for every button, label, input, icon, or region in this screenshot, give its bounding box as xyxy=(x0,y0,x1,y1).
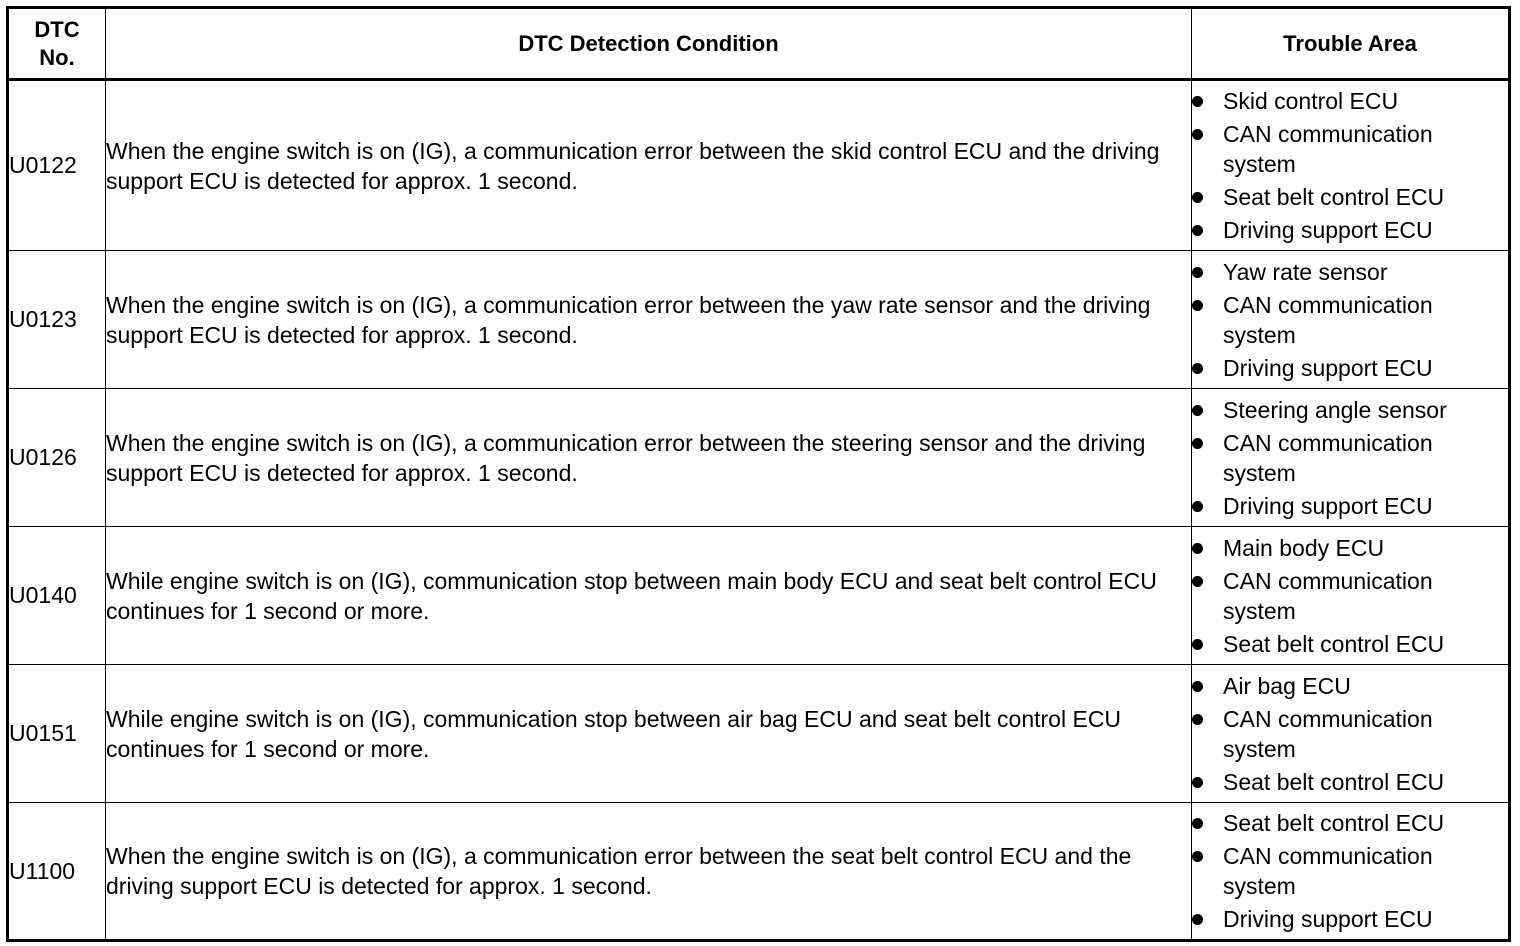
trouble-area-label: Seat belt control ECU xyxy=(1223,768,1445,795)
table-row xyxy=(8,80,1510,251)
trouble-area-label: Driving support ECU xyxy=(1223,906,1433,932)
dtc-code: U0122 xyxy=(8,80,106,251)
trouble-area-label: Driving support ECU xyxy=(1223,492,1433,519)
bullet-icon xyxy=(1192,851,1203,862)
trouble-area-item xyxy=(1192,428,1508,488)
trouble-area-item xyxy=(1192,395,1508,425)
table-row xyxy=(8,665,1510,803)
detection-condition: When the engine switch is on (IG), a communication error between the skid control ECU and the driving support ECU is detected for approx. 1 second. xyxy=(106,80,1192,251)
header-dtc-no xyxy=(8,8,106,80)
trouble-area-item xyxy=(1192,841,1508,901)
table-row xyxy=(8,251,1510,389)
trouble-area-label: Skid control ECU xyxy=(1223,88,1399,114)
trouble-area-item xyxy=(1192,629,1508,659)
header-detection-condition: DTC Detection Condition xyxy=(106,8,1192,80)
trouble-area-label: Air bag ECU xyxy=(1223,672,1351,699)
trouble-area-item xyxy=(1192,182,1508,212)
trouble-area-label: Seat belt control ECU xyxy=(1223,810,1445,836)
dtc-table xyxy=(6,6,1511,942)
bullet-icon xyxy=(1192,818,1203,829)
trouble-area-label: CAN communication system xyxy=(1223,291,1433,348)
trouble-area-item xyxy=(1192,767,1508,797)
detection-condition: When the engine switch is on (IG), a communication error between the yaw rate sensor and the driving support ECU is detected for approx. 1 second. xyxy=(106,251,1192,389)
table-row xyxy=(8,803,1510,941)
bullet-icon xyxy=(1192,681,1203,692)
bullet-icon xyxy=(1192,714,1203,725)
trouble-area-label: Main body ECU xyxy=(1223,534,1385,561)
trouble-area-item xyxy=(1192,704,1508,764)
bullet-icon xyxy=(1192,501,1203,512)
trouble-area-label: Seat belt control ECU xyxy=(1223,630,1445,657)
dtc-code: U0140 xyxy=(8,527,106,665)
table-header xyxy=(8,8,1510,80)
header-dtc-no-line1: DTC xyxy=(34,16,80,42)
bullet-icon xyxy=(1192,300,1203,311)
bullet-icon xyxy=(1192,96,1203,107)
trouble-area-item xyxy=(1192,491,1508,521)
detection-condition: While engine switch is on (IG), communication stop between main body ECU and seat belt control ECU continues for 1 second or more. xyxy=(106,527,1192,665)
trouble-area-label: Seat belt control ECU xyxy=(1223,184,1445,210)
trouble-area-item xyxy=(1192,808,1508,838)
trouble-area-label: CAN communication system xyxy=(1223,705,1433,762)
trouble-area xyxy=(1192,803,1510,941)
trouble-area-label: Driving support ECU xyxy=(1223,217,1433,243)
bullet-icon xyxy=(1192,267,1203,278)
trouble-area-label: Steering angle sensor xyxy=(1223,396,1447,423)
trouble-area-list xyxy=(1192,671,1508,797)
trouble-area-item xyxy=(1192,119,1508,179)
bullet-icon xyxy=(1192,543,1203,554)
bullet-icon xyxy=(1192,225,1203,236)
dtc-code: U1100 xyxy=(8,803,106,941)
bullet-icon xyxy=(1192,192,1203,203)
header-row xyxy=(8,8,1510,80)
bullet-icon xyxy=(1192,363,1203,374)
trouble-area-list xyxy=(1192,533,1508,659)
bullet-icon xyxy=(1192,639,1203,650)
trouble-area-item xyxy=(1192,904,1508,934)
trouble-area-item xyxy=(1192,533,1508,563)
dtc-code: U0151 xyxy=(8,665,106,803)
bullet-icon xyxy=(1192,914,1203,925)
trouble-area xyxy=(1192,665,1510,803)
trouble-area-item xyxy=(1192,353,1508,383)
bullet-icon xyxy=(1192,438,1203,449)
dtc-code: U0126 xyxy=(8,389,106,527)
header-dtc-no-line2: No. xyxy=(39,44,75,70)
table-row xyxy=(8,527,1510,665)
trouble-area-item xyxy=(1192,215,1508,245)
trouble-area-label: CAN communication system xyxy=(1223,429,1433,486)
trouble-area xyxy=(1192,527,1510,665)
bullet-icon xyxy=(1192,576,1203,587)
trouble-area-label: CAN communication system xyxy=(1223,567,1433,624)
trouble-area-label: CAN communication system xyxy=(1223,843,1433,899)
trouble-area-list xyxy=(1192,808,1508,934)
trouble-area xyxy=(1192,251,1510,389)
trouble-area-item xyxy=(1192,290,1508,350)
trouble-area-list xyxy=(1192,257,1508,383)
trouble-area-item xyxy=(1192,566,1508,626)
bullet-icon xyxy=(1192,405,1203,416)
trouble-area-label: Driving support ECU xyxy=(1223,354,1433,381)
trouble-area-list xyxy=(1192,86,1508,245)
trouble-area-label: Yaw rate sensor xyxy=(1223,258,1388,285)
trouble-area-item xyxy=(1192,86,1508,116)
bullet-icon xyxy=(1192,129,1203,140)
trouble-area-item xyxy=(1192,671,1508,701)
dtc-code: U0123 xyxy=(8,251,106,389)
trouble-area-item xyxy=(1192,257,1508,287)
trouble-area xyxy=(1192,389,1510,527)
detection-condition: When the engine switch is on (IG), a communication error between the steering sensor and the driving support ECU is detected for approx. 1 second. xyxy=(106,389,1192,527)
detection-condition: While engine switch is on (IG), communication stop between air bag ECU and seat belt control ECU continues for 1 second or more. xyxy=(106,665,1192,803)
detection-condition: When the engine switch is on (IG), a communication error between the seat belt control ECU and the driving support ECU is detected for approx. 1 second. xyxy=(106,803,1192,941)
trouble-area xyxy=(1192,80,1510,251)
header-trouble-area: Trouble Area xyxy=(1192,8,1510,80)
trouble-area-label: CAN communication system xyxy=(1223,121,1433,177)
table-row xyxy=(8,389,1510,527)
bullet-icon xyxy=(1192,777,1203,788)
trouble-area-list xyxy=(1192,395,1508,521)
